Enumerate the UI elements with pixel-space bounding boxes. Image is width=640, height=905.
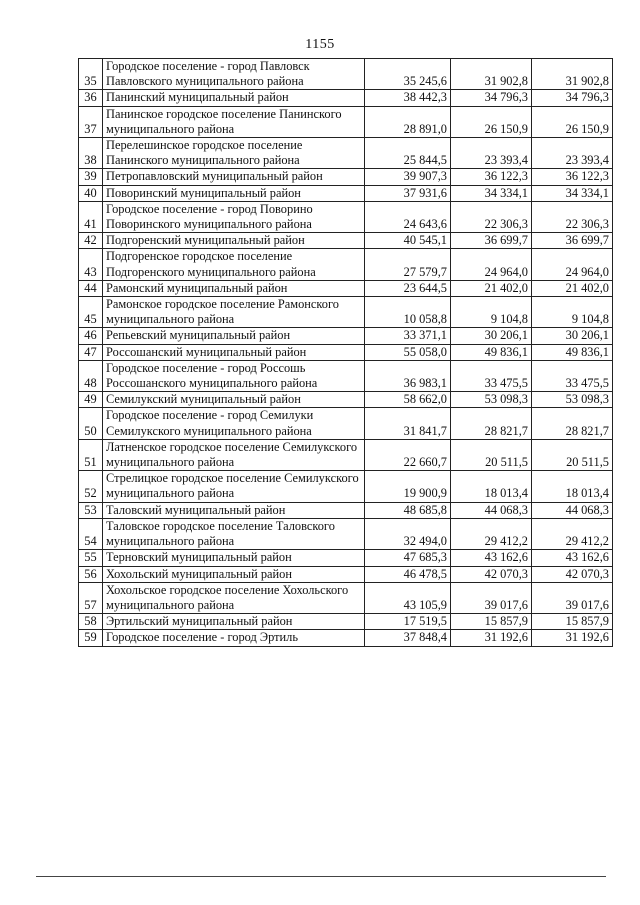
amount-column-3: 28 821,7 bbox=[532, 408, 613, 439]
row-number: 35 bbox=[79, 59, 103, 90]
municipality-name: Городское поселение - город Семилуки Семилукского муниципального района bbox=[103, 408, 365, 439]
table-row bbox=[79, 344, 613, 360]
amount-column-3: 36 699,7 bbox=[532, 233, 613, 249]
table-row bbox=[79, 233, 613, 249]
amount-column-2: 43 162,6 bbox=[451, 550, 532, 566]
amount-column-3: 15 857,9 bbox=[532, 614, 613, 630]
amount-column-2: 21 402,0 bbox=[451, 280, 532, 296]
table-row bbox=[79, 201, 613, 232]
row-number: 57 bbox=[79, 582, 103, 613]
row-number: 53 bbox=[79, 502, 103, 518]
table-row bbox=[79, 280, 613, 296]
amount-column-3: 33 475,5 bbox=[532, 360, 613, 391]
amount-column-1: 31 841,7 bbox=[365, 408, 451, 439]
table-row bbox=[79, 439, 613, 470]
amount-column-2: 34 334,1 bbox=[451, 185, 532, 201]
amount-column-1: 46 478,5 bbox=[365, 566, 451, 582]
amount-column-2: 34 796,3 bbox=[451, 90, 532, 106]
amount-column-1: 48 685,8 bbox=[365, 502, 451, 518]
table-row bbox=[79, 185, 613, 201]
amount-column-3: 34 334,1 bbox=[532, 185, 613, 201]
amount-column-2: 18 013,4 bbox=[451, 471, 532, 502]
table-row bbox=[79, 360, 613, 391]
table-row bbox=[79, 249, 613, 280]
amount-column-3: 9 104,8 bbox=[532, 297, 613, 328]
amount-column-3: 24 964,0 bbox=[532, 249, 613, 280]
row-number: 45 bbox=[79, 297, 103, 328]
table-row bbox=[79, 566, 613, 582]
amount-column-1: 55 058,0 bbox=[365, 344, 451, 360]
municipality-name: Подгоренский муниципальный район bbox=[103, 233, 365, 249]
row-number: 58 bbox=[79, 614, 103, 630]
table-row bbox=[79, 630, 613, 646]
amount-column-3: 49 836,1 bbox=[532, 344, 613, 360]
amount-column-3: 18 013,4 bbox=[532, 471, 613, 502]
amount-column-1: 27 579,7 bbox=[365, 249, 451, 280]
amount-column-2: 26 150,9 bbox=[451, 106, 532, 137]
amount-column-3: 22 306,3 bbox=[532, 201, 613, 232]
amount-column-2: 39 017,6 bbox=[451, 582, 532, 613]
table-row bbox=[79, 550, 613, 566]
amount-column-2: 30 206,1 bbox=[451, 328, 532, 344]
amount-column-3: 26 150,9 bbox=[532, 106, 613, 137]
table-row bbox=[79, 392, 613, 408]
amount-column-1: 39 907,3 bbox=[365, 169, 451, 185]
amount-column-1: 28 891,0 bbox=[365, 106, 451, 137]
amount-column-1: 38 442,3 bbox=[365, 90, 451, 106]
amount-column-1: 37 931,6 bbox=[365, 185, 451, 201]
table-row bbox=[79, 518, 613, 549]
amount-column-1: 10 058,8 bbox=[365, 297, 451, 328]
amount-column-3: 31 192,6 bbox=[532, 630, 613, 646]
amount-column-2: 31 192,6 bbox=[451, 630, 532, 646]
budget-table bbox=[78, 58, 613, 647]
amount-column-2: 42 070,3 bbox=[451, 566, 532, 582]
row-number: 43 bbox=[79, 249, 103, 280]
municipality-name: Петропавловский муниципальный район bbox=[103, 169, 365, 185]
amount-column-2: 22 306,3 bbox=[451, 201, 532, 232]
table-row bbox=[79, 408, 613, 439]
table-row bbox=[79, 138, 613, 169]
amount-column-2: 33 475,5 bbox=[451, 360, 532, 391]
table-row bbox=[79, 582, 613, 613]
amount-column-2: 53 098,3 bbox=[451, 392, 532, 408]
municipality-name: Поворинский муниципальный район bbox=[103, 185, 365, 201]
municipality-name: Терновский муниципальный район bbox=[103, 550, 365, 566]
amount-column-2: 49 836,1 bbox=[451, 344, 532, 360]
amount-column-2: 23 393,4 bbox=[451, 138, 532, 169]
row-number: 52 bbox=[79, 471, 103, 502]
municipality-name: Латненское городское поселение Семилукского муниципального района bbox=[103, 439, 365, 470]
row-number: 51 bbox=[79, 439, 103, 470]
amount-column-2: 20 511,5 bbox=[451, 439, 532, 470]
amount-column-3: 20 511,5 bbox=[532, 439, 613, 470]
table-row bbox=[79, 169, 613, 185]
row-number: 37 bbox=[79, 106, 103, 137]
amount-column-1: 58 662,0 bbox=[365, 392, 451, 408]
municipality-name: Хохольский муниципальный район bbox=[103, 566, 365, 582]
footer-divider bbox=[36, 876, 606, 877]
amount-column-1: 22 660,7 bbox=[365, 439, 451, 470]
table-row bbox=[79, 59, 613, 90]
amount-column-2: 29 412,2 bbox=[451, 518, 532, 549]
municipality-name: Городское поселение - город Россошь Россошанского муниципального района bbox=[103, 360, 365, 391]
table-row bbox=[79, 297, 613, 328]
table-row bbox=[79, 328, 613, 344]
amount-column-3: 43 162,6 bbox=[532, 550, 613, 566]
amount-column-3: 21 402,0 bbox=[532, 280, 613, 296]
amount-column-2: 36 699,7 bbox=[451, 233, 532, 249]
amount-column-3: 36 122,3 bbox=[532, 169, 613, 185]
municipality-name: Рамонский муниципальный район bbox=[103, 280, 365, 296]
municipality-name: Россошанский муниципальный район bbox=[103, 344, 365, 360]
municipality-name: Таловское городское поселение Таловского муниципального района bbox=[103, 518, 365, 549]
municipality-name: Городское поселение - город Эртиль bbox=[103, 630, 365, 646]
amount-column-1: 47 685,3 bbox=[365, 550, 451, 566]
amount-column-3: 23 393,4 bbox=[532, 138, 613, 169]
row-number: 56 bbox=[79, 566, 103, 582]
amount-column-3: 42 070,3 bbox=[532, 566, 613, 582]
amount-column-1: 36 983,1 bbox=[365, 360, 451, 391]
municipality-name: Городское поселение - город Поворино Поворинского муниципального района bbox=[103, 201, 365, 232]
amount-column-1: 25 844,5 bbox=[365, 138, 451, 169]
amount-column-3: 30 206,1 bbox=[532, 328, 613, 344]
municipality-name: Панинское городское поселение Панинского муниципального района bbox=[103, 106, 365, 137]
table-row bbox=[79, 106, 613, 137]
amount-column-1: 37 848,4 bbox=[365, 630, 451, 646]
row-number: 55 bbox=[79, 550, 103, 566]
municipality-name: Панинский муниципальный район bbox=[103, 90, 365, 106]
municipality-name: Рамонское городское поселение Рамонского муниципального района bbox=[103, 297, 365, 328]
amount-column-2: 36 122,3 bbox=[451, 169, 532, 185]
amount-column-1: 35 245,6 bbox=[365, 59, 451, 90]
amount-column-1: 17 519,5 bbox=[365, 614, 451, 630]
amount-column-1: 33 371,1 bbox=[365, 328, 451, 344]
amount-column-2: 24 964,0 bbox=[451, 249, 532, 280]
municipality-name: Хохольское городское поселение Хохольского муниципального района bbox=[103, 582, 365, 613]
municipality-name: Подгоренское городское поселение Подгоренского муниципального района bbox=[103, 249, 365, 280]
amount-column-3: 39 017,6 bbox=[532, 582, 613, 613]
amount-column-3: 53 098,3 bbox=[532, 392, 613, 408]
table-body bbox=[79, 59, 613, 647]
row-number: 42 bbox=[79, 233, 103, 249]
table-row bbox=[79, 614, 613, 630]
amount-column-1: 24 643,6 bbox=[365, 201, 451, 232]
row-number: 50 bbox=[79, 408, 103, 439]
amount-column-3: 34 796,3 bbox=[532, 90, 613, 106]
row-number: 47 bbox=[79, 344, 103, 360]
amount-column-2: 15 857,9 bbox=[451, 614, 532, 630]
municipality-name: Семилукский муниципальный район bbox=[103, 392, 365, 408]
row-number: 59 bbox=[79, 630, 103, 646]
row-number: 36 bbox=[79, 90, 103, 106]
row-number: 44 bbox=[79, 280, 103, 296]
amount-column-2: 9 104,8 bbox=[451, 297, 532, 328]
municipality-name: Эртильский муниципальный район bbox=[103, 614, 365, 630]
amount-column-2: 31 902,8 bbox=[451, 59, 532, 90]
municipality-name: Стрелицкое городское поселение Семилукского муниципального района bbox=[103, 471, 365, 502]
row-number: 48 bbox=[79, 360, 103, 391]
row-number: 54 bbox=[79, 518, 103, 549]
amount-column-2: 44 068,3 bbox=[451, 502, 532, 518]
municipality-name: Перелешинское городское поселение Панинского муниципального района bbox=[103, 138, 365, 169]
table-row bbox=[79, 471, 613, 502]
amount-column-1: 40 545,1 bbox=[365, 233, 451, 249]
row-number: 46 bbox=[79, 328, 103, 344]
row-number: 39 bbox=[79, 169, 103, 185]
amount-column-1: 23 644,5 bbox=[365, 280, 451, 296]
amount-column-1: 19 900,9 bbox=[365, 471, 451, 502]
amount-column-3: 31 902,8 bbox=[532, 59, 613, 90]
municipality-name: Городское поселение - город Павловск Павловского муниципального района bbox=[103, 59, 365, 90]
amount-column-3: 29 412,2 bbox=[532, 518, 613, 549]
row-number: 38 bbox=[79, 138, 103, 169]
municipality-name: Репьевский муниципальный район bbox=[103, 328, 365, 344]
amount-column-2: 28 821,7 bbox=[451, 408, 532, 439]
amount-column-1: 43 105,9 bbox=[365, 582, 451, 613]
table-row bbox=[79, 90, 613, 106]
amount-column-1: 32 494,0 bbox=[365, 518, 451, 549]
row-number: 40 bbox=[79, 185, 103, 201]
table-row bbox=[79, 502, 613, 518]
row-number: 41 bbox=[79, 201, 103, 232]
amount-column-3: 44 068,3 bbox=[532, 502, 613, 518]
row-number: 49 bbox=[79, 392, 103, 408]
municipality-name: Таловский муниципальный район bbox=[103, 502, 365, 518]
page-number: 1155 bbox=[305, 37, 335, 52]
